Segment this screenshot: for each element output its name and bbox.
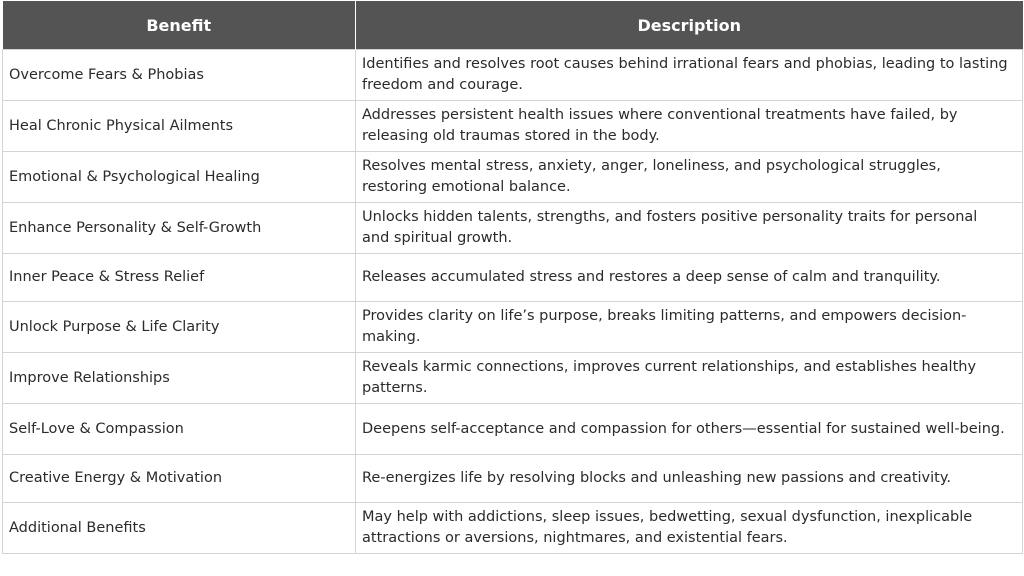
benefit-cell: Creative Energy & Motivation	[3, 455, 356, 503]
benefit-cell: Heal Chronic Physical Ailments	[3, 101, 356, 152]
description-cell: Resolves mental stress, anxiety, anger, loneliness, and psychological struggles, restoring emotional balance.	[356, 152, 1023, 203]
table-row	[3, 455, 1023, 503]
benefit-cell: Overcome Fears & Phobias	[3, 50, 356, 101]
description-cell: May help with addictions, sleep issues, bedwetting, sexual dysfunction, inexplicable attractions or aversions, nightmares, and existential fears.	[356, 503, 1023, 554]
benefit-cell: Inner Peace & Stress Relief	[3, 254, 356, 302]
table-row	[3, 404, 1023, 455]
table-row	[3, 203, 1023, 254]
table-header-row	[3, 1, 1023, 50]
table-row	[3, 50, 1023, 101]
table-row	[3, 254, 1023, 302]
description-cell: Provides clarity on life’s purpose, breaks limiting patterns, and empowers decision-making.	[356, 302, 1023, 353]
benefit-cell: Unlock Purpose & Life Clarity	[3, 302, 356, 353]
benefit-cell: Emotional & Psychological Healing	[3, 152, 356, 203]
description-cell: Addresses persistent health issues where conventional treatments have failed, by releasing old traumas stored in the body.	[356, 101, 1023, 152]
benefit-cell: Improve Relationships	[3, 353, 356, 404]
table-row	[3, 152, 1023, 203]
table-row	[3, 503, 1023, 554]
description-cell: Releases accumulated stress and restores a deep sense of calm and tranquility.	[356, 254, 1023, 302]
table-row	[3, 101, 1023, 152]
description-cell: Re-energizes life by resolving blocks and unleashing new passions and creativity.	[356, 455, 1023, 503]
benefit-cell: Self-Love & Compassion	[3, 404, 356, 455]
table-row	[3, 302, 1023, 353]
description-cell: Deepens self-acceptance and compassion for others—essential for sustained well-being.	[356, 404, 1023, 455]
benefits-table	[2, 1, 1023, 554]
benefit-cell: Enhance Personality & Self-Growth	[3, 203, 356, 254]
description-cell: Unlocks hidden talents, strengths, and fosters positive personality traits for personal and spiritual growth.	[356, 203, 1023, 254]
description-cell: Reveals karmic connections, improves current relationships, and establishes healthy patterns.	[356, 353, 1023, 404]
benefit-cell: Additional Benefits	[3, 503, 356, 554]
header-benefit: Benefit	[3, 1, 356, 50]
header-description: Description	[356, 1, 1023, 50]
description-cell: Identifies and resolves root causes behind irrational fears and phobias, leading to lasting freedom and courage.	[356, 50, 1023, 101]
table-row	[3, 353, 1023, 404]
